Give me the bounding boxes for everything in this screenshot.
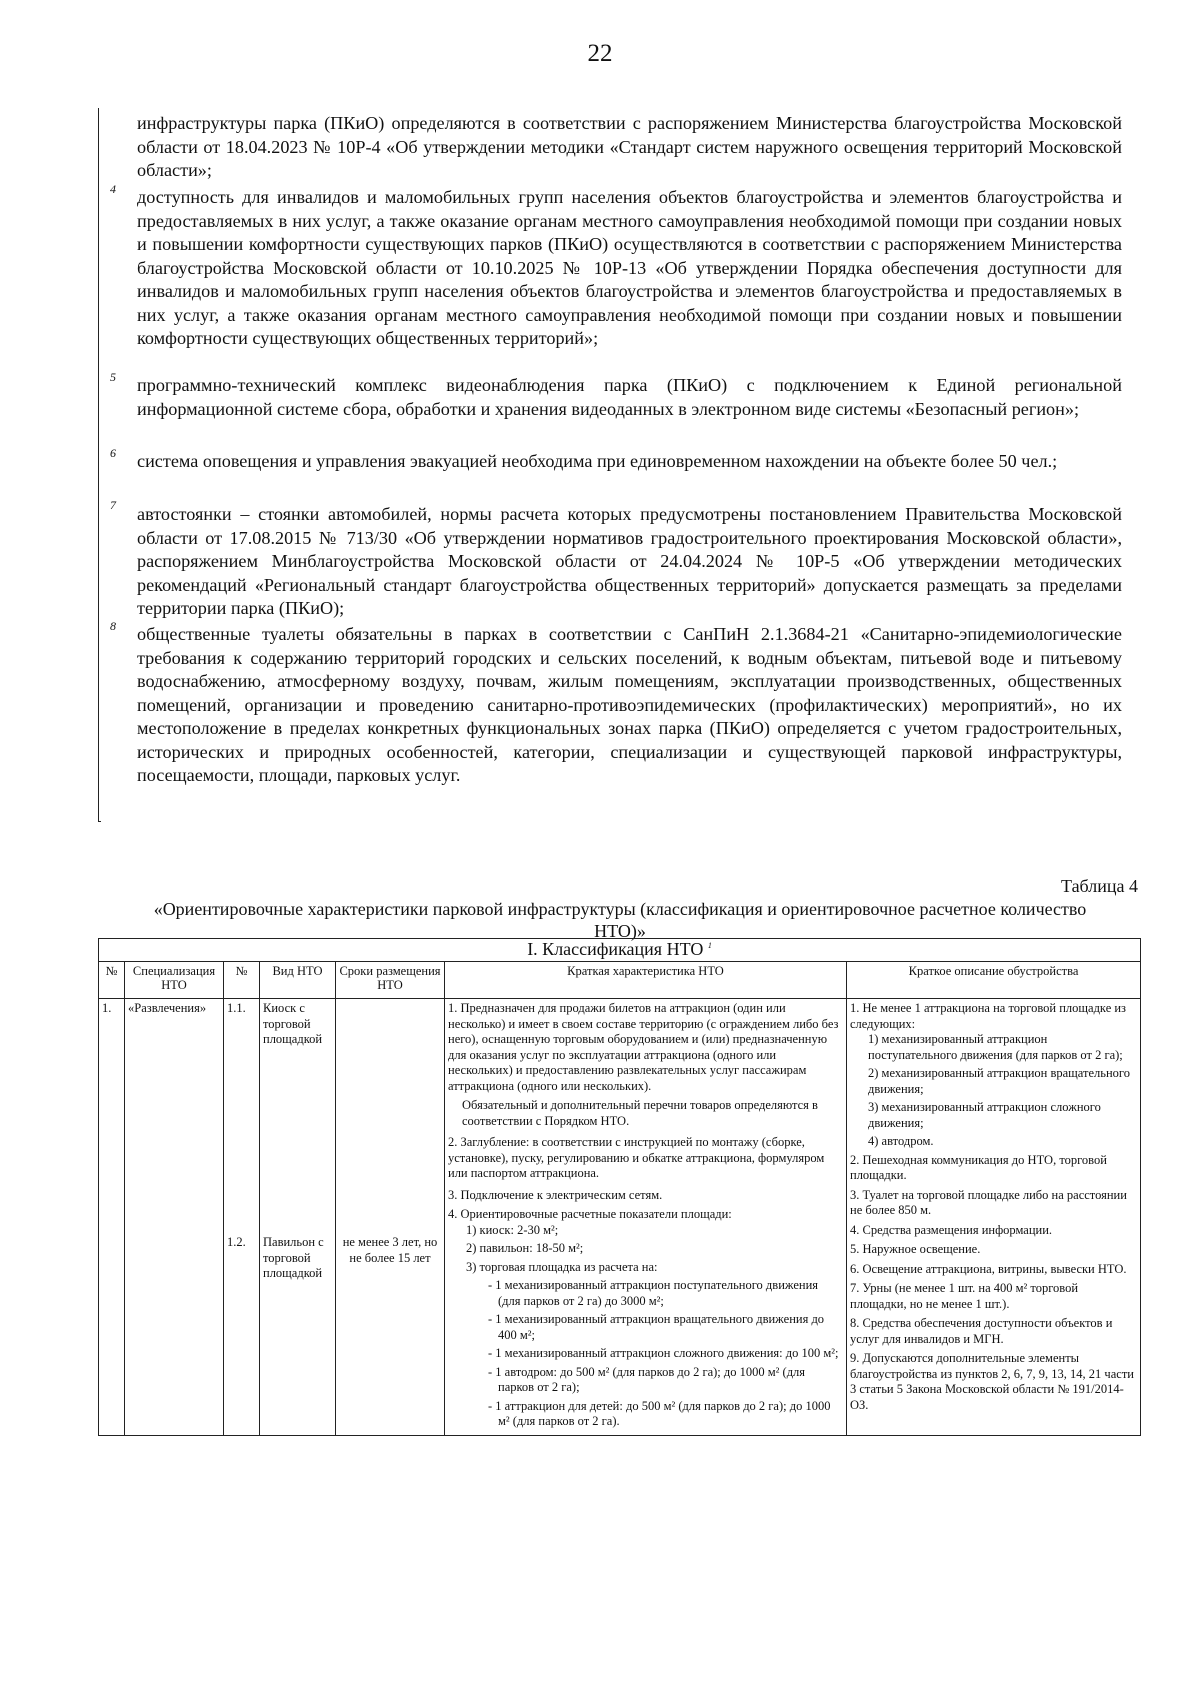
desc-i6: 6. Освещение аттракциона, витрины, вывески НТО. [850,1261,1127,1276]
revision-bar-end [98,821,101,823]
paragraph-evacuation: система оповещения и управления эвакуацией необходима при единовременном нахождении на объекте более 50 чел.; [137,451,1058,471]
footnote-marker-7: 7 [110,498,116,512]
row-specialization: «Развлечения» [125,999,224,1436]
row-term: не менее 3 лет, но не более 15 лет [336,999,445,1436]
desc-i4: 4. Средства размещения информации. [850,1222,1053,1237]
row-types [260,999,336,1436]
desc-i1: 1. Не менее 1 аттракциона на торговой площадке из следующих: [850,1001,1126,1031]
paragraph-toilets: общественные туалеты обязательны в парках в соответствии с СанПиН 2.1.3684-21 «Санитарно-эпидемиологические требования к содержанию территорий городских и сельских поселений, к водным объектам, питьевой воде и питьевому водоснабжению, атмосферному воздуху, почвам, жилым помещениям, эксплуатации производственных, общественных помещений, организации и проведению санитарно-противоэпидемических (профилактических) мероприятий», но их местоположение в пределах конкретных функциональных зонах парка (ПКиО) определяется с учетом градостроительных, исторических и природных особенностей, категории, специализации и существующей парковой инфраструктуры, посещаемости, площади, парковых услуг. [137,624,1122,785]
desc-i1-2: 2) механизированный аттракцион вращательного движения; [868,1066,1130,1096]
char-d4: - 1 автодром: до 500 м² (для парков до 2 га); до 1000 м² (для парков от 2 га); [488,1364,806,1394]
section-footnote: 1 [707,941,712,950]
table-title: «Ориентировочные характеристики парковой инфраструктуры (классификация и ориентировочное расчетное количество НТО)» [153,899,1087,941]
paragraph-lighting: инфраструктуры парка (ПКиО) определяются в соответствии с распоряжением Министерства благоустройства Московской области от 18.04.2023 № 10Р-4 «Об утверждении методики «Стандарт систем наружного освещения территорий Московской области»; [137,113,1122,180]
char-dash-list [448,1278,843,1430]
char-p1a: 1. Предназначен для продажи билетов на аттракцион (один или несколько) и имеет в своем составе территорию (с ограждением либо без него), оснащенную торговым оборудованием и (или) предназначенную для оказания услуг по эксплуатации аттракциона (одного или нескольких) и предоставлению развлекательных услуг пассажирам аттракциона (одного или нескольких). [448,1001,839,1093]
desc-i3: 3. Туалет на торговой площадке либо на расстоянии не более 850 м. [850,1187,1127,1217]
desc-i7: 7. Урны (не менее 1 шт. на 400 м² торговой площадки, но не менее 1 шт.). [850,1281,1079,1311]
char-area-list [448,1223,843,1276]
char-d5: - 1 аттракцион для детей: до 500 м² (для парков до 2 га); до 1000 м² (для парков от 2 га). [488,1398,831,1428]
sub1-no: 1.1. [227,1001,246,1015]
char-p4-3: 3) торговая площадка из расчета на: [466,1259,658,1274]
sub1-type: Киоск с торговой площадкой [263,1001,323,1046]
header-no: № [99,962,125,999]
row-no: 1. [99,999,125,1436]
desc-i1-1: 1) механизированный аттракцион поступательного движения (для парков от 2 га); [868,1032,1123,1062]
sub2-type: Павильон с торговой площадкой [263,1235,324,1280]
table-header-row [99,962,1141,999]
header-no2: № [224,962,260,999]
section-header [99,939,1141,962]
desc-list [850,1153,1137,1414]
header-specialization: Специализация НТО [125,962,224,999]
table-row [99,999,1141,1436]
desc-i1-4: 4) автодром. [868,1134,934,1148]
desc-i1-3: 3) механизированный аттракцион сложного движения; [868,1100,1101,1130]
table-number: Таблица 4 [1061,876,1138,896]
paragraph-video: программно-технический комплекс видеонаблюдения парка (ПКиО) с подключением к Единой региональной информационной системе сбора, обработки и хранения видеоданных в электронном виде системы «Безопасный регион»; [137,375,1122,419]
header-characteristic: Краткая характеристика НТО [445,962,847,999]
char-d1: - 1 механизированный аттракцион поступательного движения (для парков от 2 га) до 3000 м²; [488,1278,819,1308]
footnote-marker-6: 6 [110,446,116,460]
desc-attraction-list [850,1032,1137,1150]
desc-i2: 2. Пешеходная коммуникация до НТО, торговой площадки. [850,1152,1107,1182]
char-p4-1: 1) киоск: 2-30 м²; [466,1222,559,1237]
header-description: Краткое описание обустройства [847,962,1141,999]
section-title: I. Классификация НТО [527,939,704,959]
desc-i8: 8. Средства обеспечения доступности объектов и услуг для инвалидов и МГН. [850,1316,1113,1346]
char-p2: 2. Заглубление: в соответствии с инструкцией по монтажу (сборке, установке), пуску, регулированию и обкатке аттракциона, формуляром или паспортом аттракциона. [448,1135,825,1180]
desc-i9: 9. Допускаются дополнительные элементы благоустройства из пунктов 2, 6, 7, 9, 13, 14, 21 части 3 статьи 5 Закона Московской области № 191/2014-ОЗ. [850,1351,1134,1412]
char-d3: - 1 механизированный аттракцион сложного движения: до 100 м²; [488,1346,839,1360]
page-number: 22 [587,40,613,67]
char-p4-2: 2) павильон: 18-50 м²; [466,1241,584,1255]
char-d2: - 1 механизированный аттракцион вращательного движения до 400 м²; [488,1312,825,1342]
sub2-no: 1.2. [227,1235,246,1249]
row-subnumbers [224,999,260,1436]
header-term: Сроки размещения НТО [336,962,445,999]
char-p3: 3. Подключение к электрическим сетям. [448,1187,663,1202]
footnote-marker-4: 4 [110,182,116,196]
paragraph-accessibility: доступность для инвалидов и маломобильных групп населения объектов благоустройства и элементов благоустройства и предоставляемых в них услуг, а также оказание органам местного самоуправления необходимой помощи при создании новых и повышении комфортности существующих парков (ПКиО) осуществляются в соответствии с распоряжением Министерства благоустройства Московской области от 10.10.2025 № 10Р-13 «Об утверждении Порядка обеспечения доступности для инвалидов и маломобильных групп населения объектов благоустройства и элементов благоустройства и предоставляемых в них услуг, а также оказания органам местного самоуправления необходимой помощи при создании новых и повышении комфортности существующих общественных территорий»; [137,187,1122,348]
footnote-marker-5: 5 [110,370,116,384]
row-characteristic [445,999,847,1436]
header-type: Вид НТО [260,962,336,999]
desc-i5: 5. Наружное освещение. [850,1242,981,1256]
row-description [847,999,1141,1436]
char-p4: 4. Ориентировочные расчетные показатели площади: [448,1207,732,1221]
paragraph-parking: автостоянки – стоянки автомобилей, нормы расчета которых предусмотрены постановлением Правительства Московской области от 17.08.2015 № 713/30 «Об утверждении нормативов градостроительного проектирования Московской области», распоряжением Минблагоустройства Московской области от 24.04.2024 № 10Р-5 «Об утверждении методических рекомендаций «Региональный стандарт благоустройства общественных территорий» допускается размещать за пределами территории парка (ПКиО); [137,504,1122,618]
footnote-marker-8: 8 [110,619,116,633]
revision-bar [98,108,99,822]
nto-table [98,938,1141,1436]
char-p1b: Обязательный и дополнительный перечни товаров определяются в соответствии с Порядком НТО. [462,1098,818,1128]
